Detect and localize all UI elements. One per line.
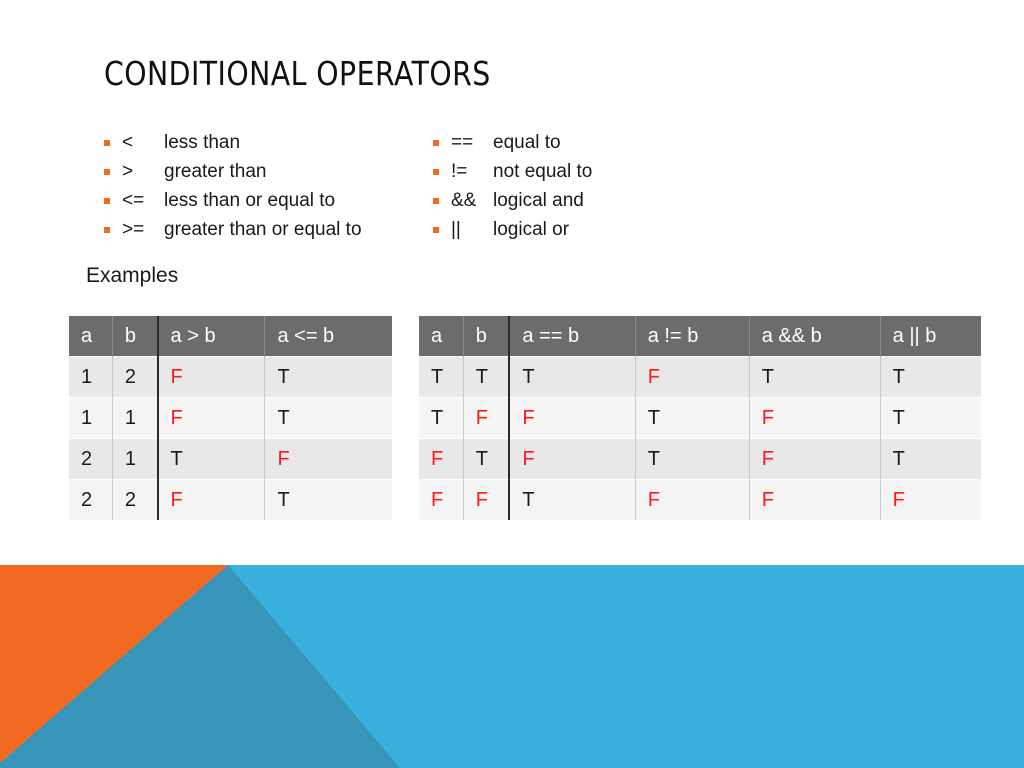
table-cell: T [265,480,392,521]
table-cell: F [635,357,749,398]
operator-symbol: < [122,132,134,153]
logic-truth-table [419,316,981,520]
column-header: a && b [749,316,880,357]
table-header-row [69,316,392,357]
table-cell: F [265,439,392,480]
table-cell: F [463,480,509,521]
operator-description: not equal to [493,161,593,182]
column-header: b [112,316,157,357]
operator-item [104,215,362,244]
table-header-row [419,316,981,357]
table-row [69,480,392,521]
bullet-square-icon [104,198,110,204]
slide-title: CONDITIONAL OPERATORS [104,54,491,93]
column-header: a || b [880,316,981,357]
table-cell: F [749,398,880,439]
table-row [69,357,392,398]
table-cell: 2 [112,357,157,398]
table-cell: F [419,480,463,521]
operator-symbol: || [451,219,461,240]
table-cell: T [509,480,635,521]
table-row [419,439,981,480]
bullet-square-icon [104,140,110,146]
operator-symbol: >= [122,219,145,240]
bullet-square-icon [104,227,110,233]
operator-description: less than or equal to [164,190,336,211]
table-cell: F [749,439,880,480]
table-cell: F [749,480,880,521]
table-cell: T [463,357,509,398]
table-cell: F [158,357,265,398]
table-cell: F [463,398,509,439]
table-cell: T [265,398,392,439]
table-cell: F [158,480,265,521]
operator-description: greater than or equal to [164,219,362,240]
table-cell: F [509,398,635,439]
table-cell: T [635,439,749,480]
table-cell: 2 [69,439,112,480]
bullet-square-icon [433,140,439,146]
table-cell: T [265,357,392,398]
table-cell: F [419,439,463,480]
table-cell: 1 [112,398,157,439]
operator-item [433,157,592,186]
operator-symbol: == [451,132,474,153]
bullet-square-icon [433,227,439,233]
table-cell: T [419,357,463,398]
table-cell: 1 [69,398,112,439]
table-row [419,480,981,521]
comparison-truth-table [69,316,392,520]
table-cell: T [419,398,463,439]
table-cell: T [749,357,880,398]
table-cell: T [635,398,749,439]
table-row [419,398,981,439]
footer-decoration [0,565,1024,768]
operator-symbol: != [451,161,468,182]
operator-item [433,186,592,215]
operator-item [104,157,362,186]
operator-item [433,128,592,157]
examples-label: Examples [86,264,179,287]
table-cell: T [880,357,981,398]
table-cell: T [158,439,265,480]
bullet-square-icon [433,169,439,175]
table-cell: F [880,480,981,521]
table-cell: F [509,439,635,480]
bullet-square-icon [104,169,110,175]
table-cell: F [158,398,265,439]
column-header: a [419,316,463,357]
operator-description: less than [164,132,241,153]
operator-description: logical and [493,190,584,211]
table-cell: 1 [112,439,157,480]
table-cell: T [880,439,981,480]
operator-symbol: && [451,190,477,211]
bullet-square-icon [433,198,439,204]
operator-symbol: <= [122,190,145,211]
table-cell: 2 [69,480,112,521]
column-header: a > b [158,316,265,357]
table-row [69,439,392,480]
table-cell: F [635,480,749,521]
table-cell: T [509,357,635,398]
table-cell: T [463,439,509,480]
column-header: a [69,316,112,357]
operator-item [104,128,362,157]
table-cell: 1 [69,357,112,398]
column-header: a <= b [265,316,392,357]
column-header: b [463,316,509,357]
column-header: a == b [509,316,635,357]
operator-item [104,186,362,215]
operator-list-left [104,128,362,244]
operator-item [433,215,592,244]
operator-description: logical or [493,219,570,240]
operator-symbol: > [122,161,134,182]
table-cell: T [880,398,981,439]
operator-list-right [433,128,592,244]
table-row [419,357,981,398]
operator-description: greater than [164,161,267,182]
table-row [69,398,392,439]
table-cell: 2 [112,480,157,521]
column-header: a != b [635,316,749,357]
operator-description: equal to [493,132,561,153]
